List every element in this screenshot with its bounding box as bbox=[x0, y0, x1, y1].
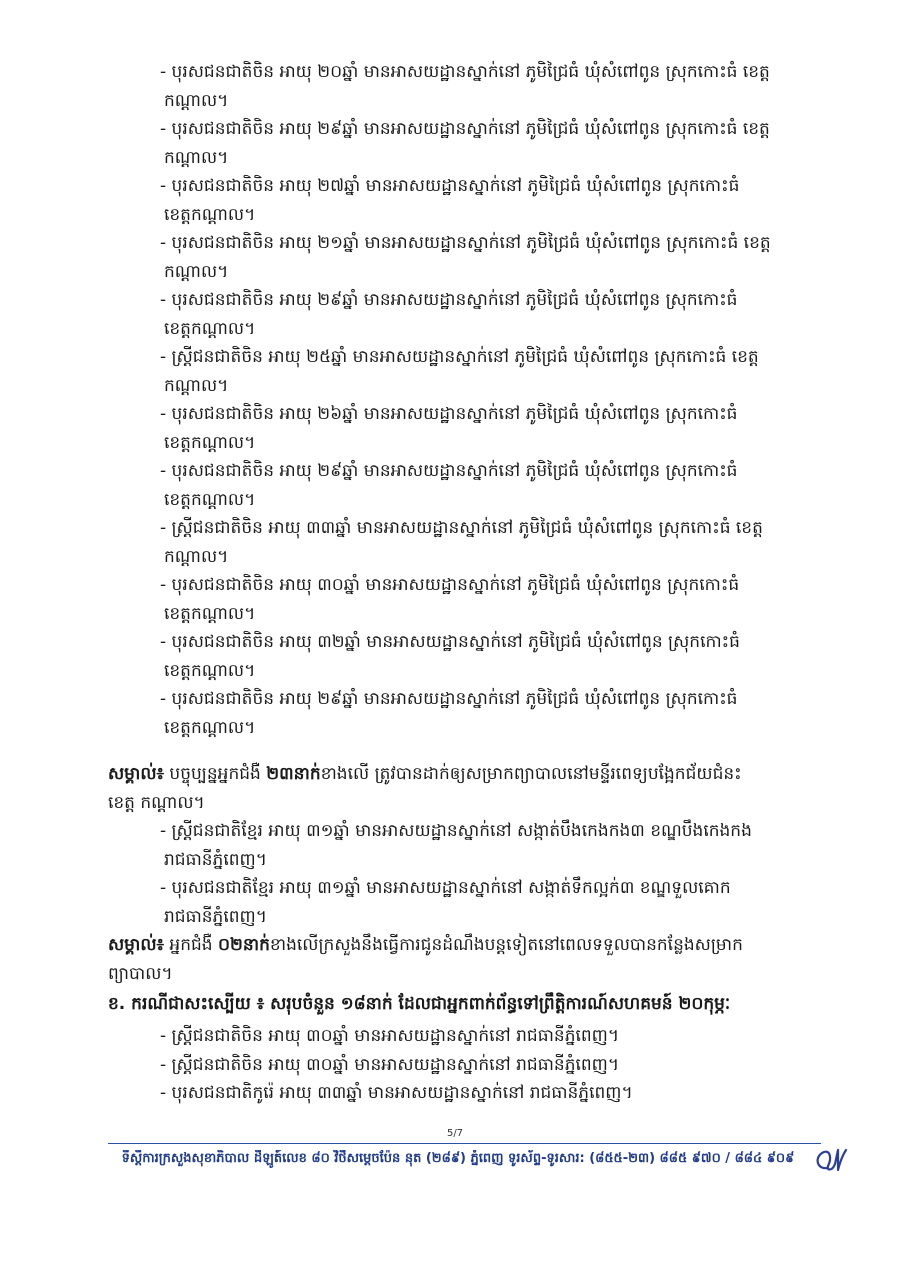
case-a-item-text: - ស្ត្រីជនជាតិចិន អាយុ ២៥ឆ្នាំ មានអាសយដ្ឋានស្នាក់នៅ ភូមិជ្រៃធំ ឃុំសំពៅពូន ស្រុកកោះធំ ខេត្ត bbox=[160, 347, 759, 367]
footer-divider bbox=[108, 1143, 821, 1144]
case-a-item bbox=[160, 58, 850, 115]
case-b-item-continuation: រាជធានីភ្នំពេញ។ bbox=[164, 849, 267, 870]
case-a-item-continuation: កណ្ដាល។ bbox=[164, 147, 229, 168]
note-2-count: ០២នាក់ bbox=[218, 935, 270, 955]
page-number: 5/7 bbox=[446, 1128, 464, 1139]
case-c-item-text: - បុរសជនជាតិកូរ៉េ អាយុ ៣៣ឆ្នាំ មានអាសយដ្ឋានស្នាក់នៅ រាជធានីភ្នំពេញ។ bbox=[160, 1083, 633, 1103]
note-1-count: ២៣នាក់ bbox=[266, 764, 321, 784]
initials-signature-icon bbox=[808, 1138, 852, 1182]
case-a-item bbox=[160, 343, 850, 400]
case-a-item-continuation: ខេត្តកណ្ដាល។ bbox=[164, 432, 256, 453]
note-1-label: សម្គាល់៖ bbox=[108, 764, 165, 784]
note-2-label: សម្គាល់៖ bbox=[108, 935, 165, 955]
case-c-item-text: - ស្ត្រីជនជាតិចិន អាយុ ៣០ឆ្នាំ មានអាសយដ្ឋានស្នាក់នៅ រាជធានីភ្នំពេញ។ bbox=[160, 1054, 620, 1075]
case-a-item-text: - បុរសជនជាតិចិន អាយុ ៣២ឆ្នាំ មានអាសយដ្ឋានស្នាក់នៅ ភូមិជ្រៃធំ ឃុំសំពៅពូន ស្រុកកោះធំ bbox=[160, 632, 740, 652]
case-a-item-text: - បុរសជនជាតិចិន អាយុ ២៩ឆ្នាំ មានអាសយដ្ឋានស្នាក់នៅ ភូមិជ្រៃធំ ឃុំសំពៅពូន ស្រុកកោះធំ bbox=[160, 290, 738, 310]
case-a-item-text: - បុរសជនជាតិចិន អាយុ ២៧ឆ្នាំ មានអាសយដ្ឋានស្នាក់នៅ ភូមិជ្រៃធំ ឃុំសំពៅពូន ស្រុកកោះធំ bbox=[160, 176, 740, 196]
note-2-pre: អ្នកជំងឺ bbox=[164, 935, 219, 955]
note-2-post: ខាងលើក្រសួងនឹងធ្វើការជូនដំណឹងបន្តទៀតនៅពេលទទួលបានកន្លែងសម្រាក bbox=[269, 935, 743, 955]
case-a-item-continuation: ខេត្តកណ្ដាល។ bbox=[164, 318, 256, 339]
case-a-item bbox=[160, 571, 850, 628]
case-b-item bbox=[160, 874, 850, 931]
case-a-item-continuation: ខេត្តកណ្ដាល។ bbox=[164, 603, 256, 624]
case-a-item bbox=[160, 400, 850, 457]
case-a-item bbox=[160, 628, 850, 685]
case-a-item-continuation: កណ្ដាល។ bbox=[164, 261, 229, 282]
case-a-item-text: - បុរសជនជាតិចិន អាយុ ២៩ឆ្នាំ មានអាសយដ្ឋានស្នាក់នៅ ភូមិជ្រៃធំ ឃុំសំពៅពូន ស្រុកកោះធំ bbox=[160, 689, 738, 709]
case-a-item bbox=[160, 172, 850, 229]
case-b-item bbox=[160, 817, 850, 874]
note-2-line2: ព្យាបាល។ bbox=[108, 963, 173, 984]
note-1-pre: បច្ចុប្បន្នអ្នកជំងឺ bbox=[164, 764, 267, 784]
case-a-item-text: - បុរសជនជាតិចិន អាយុ ២៩ឆ្នាំ មានអាសយដ្ឋានស្នាក់នៅ ភូមិជ្រៃធំ ឃុំសំពៅពូន ស្រុកកោះធំ ខេត្ត bbox=[160, 119, 770, 139]
case-list-b bbox=[160, 817, 850, 931]
case-a-item bbox=[160, 286, 850, 343]
case-a-item-continuation: ខេត្តកណ្ដាល។ bbox=[164, 660, 256, 681]
case-a-item-continuation: ខេត្តកណ្ដាល។ bbox=[164, 489, 256, 510]
case-a-item-text: - បុរសជនជាតិចិន អាយុ ២១ឆ្នាំ មានអាសយដ្ឋានស្នាក់នៅ ភូមិជ្រៃធំ ឃុំសំពៅពូន ស្រុកកោះធំ ខេត្ត bbox=[160, 233, 771, 253]
case-a-item bbox=[160, 685, 850, 742]
case-a-item bbox=[160, 457, 850, 514]
case-a-item-text: - បុរសជនជាតិចិន អាយុ ៣០ឆ្នាំ មានអាសយដ្ឋានស្នាក់នៅ ភូមិជ្រៃធំ ឃុំសំពៅពូន ស្រុកកោះធំ bbox=[160, 575, 740, 595]
case-b-item-text: - បុរសជនជាតិខ្មែរ អាយុ ៣១ឆ្នាំ មានអាសយដ្ឋានស្នាក់នៅ សង្កាត់ទឹកល្អក់៣ ខណ្ឌទួលគោក bbox=[160, 878, 731, 898]
case-a-item bbox=[160, 514, 850, 571]
case-a-item-continuation: ខេត្តកណ្ដាល។ bbox=[164, 717, 256, 738]
case-a-item-text: - ស្ត្រីជនជាតិចិន អាយុ ៣៣ឆ្នាំ មានអាសយដ្ឋានស្នាក់នៅ ភូមិជ្រៃធំ ឃុំសំពៅពូន ស្រុកកោះធំ ខេត្ត bbox=[160, 518, 763, 538]
note-1-post: ខាងលើ ត្រូវបានដាក់ឲ្យសម្រាកព្យាបាលនៅមន្ទីរពេទ្យបង្អែកជ័យជំនះ bbox=[320, 764, 742, 784]
case-b-item-continuation: រាជធានីភ្នំពេញ។ bbox=[164, 906, 267, 927]
case-a-item-continuation: ខេត្តកណ្ដាល។ bbox=[164, 204, 256, 225]
case-a-item-text: - បុរសជនជាតិចិន អាយុ ២៦ឆ្នាំ មានអាសយដ្ឋានស្នាក់នៅ ភូមិជ្រៃធំ ឃុំសំពៅពូន ស្រុកកោះធំ bbox=[160, 404, 738, 424]
case-a-item bbox=[160, 115, 850, 172]
case-c-item-text: - ស្ត្រីជនជាតិចិន អាយុ ៣០ឆ្នាំ មានអាសយដ្ឋានស្នាក់នៅ រាជធានីភ្នំពេញ។ bbox=[160, 1026, 620, 1046]
case-b-item-text: - ស្ត្រីជនជាតិខ្មែរ អាយុ ៣១ឆ្នាំ មានអាសយដ្ឋានស្នាក់នៅ សង្កាត់បឹងកេងកង៣ ខណ្ឌបឹងកេងកង bbox=[160, 821, 752, 841]
note-1-line2: ខេត្ត កណ្ដាល។ bbox=[108, 792, 205, 813]
section-2-heading: ខ. ករណីជាសះស្បើយ ៖ សរុបចំនួន ១៨នាក់ ដែលជាអ្នកពាក់ព័ន្ធទៅព្រឹត្តិការណ៍សហគមន៍ ២០កុម្ភៈ bbox=[108, 994, 731, 1014]
note-2 bbox=[108, 931, 850, 988]
case-list-c bbox=[160, 1022, 850, 1108]
case-list-a bbox=[160, 58, 850, 742]
case-a-item bbox=[160, 229, 850, 286]
case-a-item-continuation: កណ្ដាល។ bbox=[164, 375, 229, 396]
note-1 bbox=[108, 760, 850, 817]
footer-address: ទីស្ដីការក្រសួងសុខាភិបាល ដីឡូត៍លេខ ៨០ វិថីសម្ដេចប៉ែន នុត (២៨៩) ភ្នំពេញ ទូរស័ព្ទ-ទូរសារ: (៨៥៥-២៣) ៨៨៥ ៩៧០ / ៨៨៤ ៩០៩ bbox=[121, 1151, 795, 1166]
case-a-item-text: - បុរសជនជាតិចិន អាយុ ២០ឆ្នាំ មានអាសយដ្ឋានស្នាក់នៅ ភូមិជ្រៃធំ ឃុំសំពៅពូន ស្រុកកោះធំ ខេត្ត bbox=[160, 62, 770, 82]
section-2 bbox=[108, 990, 850, 1019]
case-a-item-continuation: កណ្ដាល។ bbox=[164, 546, 229, 567]
case-a-item-continuation: កណ្ដាល។ bbox=[164, 90, 229, 111]
case-a-item-text: - បុរសជនជាតិចិន អាយុ ២៩ឆ្នាំ មានអាសយដ្ឋានស្នាក់នៅ ភូមិជ្រៃធំ ឃុំសំពៅពូន ស្រុកកោះធំ bbox=[160, 461, 738, 481]
